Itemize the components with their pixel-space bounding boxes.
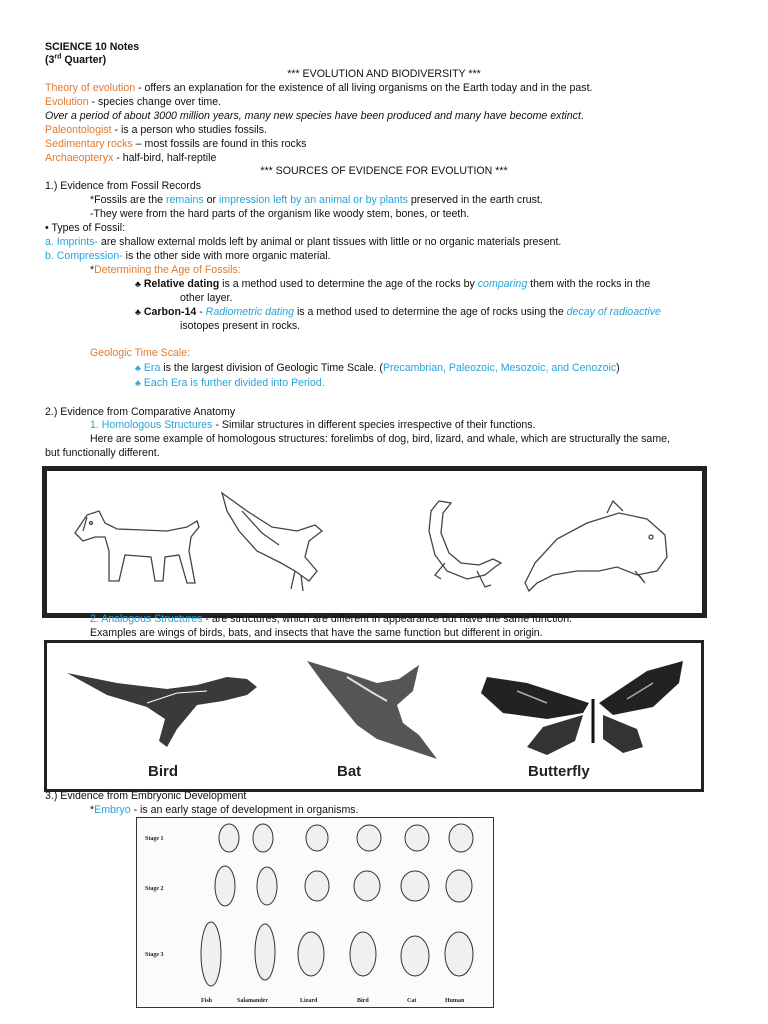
fossil-l1a: *Fossils are the: [90, 194, 166, 206]
c14-decay: decay of radioactive: [566, 306, 661, 318]
def-evolution: [45, 95, 221, 109]
text-archaeopteryx: - half-bird, half-reptile: [113, 152, 217, 164]
analogous-example: Examples are wings of birds, bats, and insects that have the same function but different in origin.: [90, 627, 543, 639]
club-bullet-icon: ♣: [135, 279, 141, 289]
homologous-figure: [42, 466, 707, 618]
era-close: ): [616, 362, 620, 374]
organism-cat: Cat: [407, 998, 417, 1004]
dog-illustration: [75, 511, 199, 583]
term-carbon14: Carbon-14: [143, 306, 197, 318]
analogous-text: - are structures, which are different in appearance but have the same function.: [202, 613, 573, 625]
fossil-l1c: or: [203, 194, 219, 206]
era-line: [135, 361, 620, 375]
embryo-row-1: [219, 824, 473, 852]
homologous-example2: but functionally different.: [45, 447, 160, 459]
embryo-row-3: [201, 922, 473, 986]
stage-2-label: Stage 2: [145, 886, 164, 892]
def-theory: [45, 81, 592, 95]
c14-dash: -: [196, 306, 206, 318]
stage-1-label: Stage 1: [145, 836, 164, 842]
analogous-figure: [44, 640, 704, 792]
organism-human: Human: [445, 998, 465, 1004]
text-paleontologist: - is a person who studies fossils.: [111, 124, 268, 136]
term-archaeopteryx: Archaeopteryx: [45, 152, 114, 164]
text-theory: - offers an explanation for the existence of all living organisms on the Earth today and in the past.: [135, 82, 593, 94]
term-theory: Theory of evolution: [45, 82, 136, 94]
caption-bird: Bird: [148, 763, 178, 780]
era-text: is the largest division of Geologic Time Scale. (: [160, 362, 383, 374]
doc-quarter: [45, 53, 106, 67]
fossil-impression: impression left by an animal or by plants: [218, 194, 408, 206]
embryo-heading: 3.) Evidence from Embryonic Development: [45, 790, 247, 802]
age-title: Determining the Age of Fossils:: [94, 264, 241, 276]
stage-3-label: Stage 3: [145, 952, 164, 958]
fossil-compression: [45, 249, 331, 263]
term-era: Era: [143, 362, 161, 374]
bat-wing-illustration: [307, 661, 437, 759]
quarter-close: Quarter): [61, 54, 107, 66]
organism-fish: Fish: [201, 998, 213, 1004]
relative-dating-line: [135, 277, 650, 291]
organism-salamander: Salamander: [237, 998, 269, 1004]
rel-comparing: comparing: [477, 278, 528, 290]
analogous-illustration: [47, 643, 701, 789]
c14-text: is a method used to determine the age of rocks using the: [294, 306, 567, 318]
carbon14-line: [135, 305, 661, 319]
era-period-line: [135, 376, 325, 390]
era-period-text: Each Era is further divided into Period.: [143, 377, 325, 389]
analogous-line: [90, 612, 572, 626]
term-embryo: Embryo: [94, 804, 131, 816]
text-evolution: - species change over time.: [88, 96, 222, 108]
fossil-types: • Types of Fossil:: [45, 222, 126, 234]
embryo-row-2: [215, 866, 472, 906]
homologous-illustration: [47, 471, 702, 613]
section-sources-title: *** SOURCES OF EVIDENCE FOR EVOLUTION ***: [260, 165, 508, 177]
def-archaeopteryx: [45, 151, 216, 165]
organism-bird: Bird: [357, 998, 369, 1004]
era-list: Precambrian, Paleozoic, Mesozoic, and Cenozoic: [382, 362, 617, 374]
embryo-definition: [90, 803, 359, 817]
term-evolution: Evolution: [45, 96, 89, 108]
homologous-line: [90, 418, 536, 432]
embryo-star: *: [90, 804, 95, 816]
lizard-illustration: [429, 501, 501, 587]
c14-radiometric: Radiometric dating: [205, 306, 294, 318]
fossil-age-title: [90, 263, 241, 277]
term-compression: b. Compression-: [45, 250, 123, 262]
def-sedimentary: [45, 137, 306, 151]
def-paleontologist: [45, 123, 267, 137]
fossil-remains: remains: [165, 194, 204, 206]
def-period: [45, 109, 584, 123]
age-star: *: [90, 264, 95, 276]
fossil-line2: -They were from the hard parts of the organism like woody stem, bones, or teeth.: [90, 208, 470, 220]
carbon14-line2: isotopes present in rocks.: [180, 320, 301, 332]
period-dot: .: [580, 110, 584, 122]
fossil-l1e: preserved in the earth crust.: [407, 194, 543, 206]
bird-wing-illustration: [67, 673, 257, 747]
text-compression: is the other side with more organic material.: [122, 250, 331, 262]
term-sedimentary: Sedimentary rocks: [45, 138, 133, 150]
quarter-open: (3: [45, 54, 55, 66]
embryo-illustration: [137, 818, 493, 1007]
homologous-text: - Similar structures in different species irrespective of their functions.: [212, 419, 536, 431]
rel-text1: is a method used to determine the age of the rocks by: [219, 278, 478, 290]
doc-title: SCIENCE 10 Notes: [45, 41, 140, 53]
club-bullet-icon: ♣: [135, 378, 141, 388]
fossil-heading: 1.) Evidence from Fossil Records: [45, 180, 202, 192]
organism-lizard: Lizard: [300, 998, 318, 1004]
homologous-example1: Here are some example of homologous structures: forelimbs of dog, bird, lizard, and whale, which are structurally the same,: [90, 433, 670, 445]
quarter-sup: rd: [54, 53, 62, 61]
term-homologous: 1. Homologous Structures: [90, 419, 213, 431]
section-evolution-title: *** EVOLUTION AND BIODIVERSITY ***: [287, 68, 481, 80]
fossil-line1: [90, 193, 543, 207]
caption-bat: Bat: [337, 763, 362, 780]
embryo-figure: [136, 817, 494, 1008]
term-paleontologist: Paleontologist: [45, 124, 112, 136]
rel-text2: them with the rocks in the: [527, 278, 651, 290]
term-imprints: a. Imprints-: [45, 236, 98, 248]
club-bullet-icon: ♣: [135, 307, 141, 317]
term-relative-dating: Relative dating: [143, 278, 220, 290]
term-analogous: 2. Analogous Structures: [90, 613, 203, 625]
bird-illustration: [222, 493, 322, 591]
gts-title: Geologic Time Scale:: [90, 347, 191, 359]
anatomy-heading: 2.) Evidence from Comparative Anatomy: [45, 406, 236, 418]
text-period: Over a period of about 3000 million years, many new species have been produced and many have become extinct: [45, 110, 581, 122]
text-imprints: are shallow external molds left by animal or plant tissues with little or no organic materials present.: [97, 236, 562, 248]
caption-butterfly: Butterfly: [528, 763, 590, 780]
butterfly-illustration: [481, 661, 683, 755]
whale-illustration: [525, 501, 667, 591]
club-bullet-icon: ♣: [135, 363, 141, 373]
text-sedimentary: – most fossils are found in this rocks: [132, 138, 307, 150]
embryo-text: - is an early stage of development in organisms.: [130, 804, 359, 816]
relative-dating-line2: other layer.: [180, 292, 233, 304]
fossil-imprints: [45, 235, 561, 249]
